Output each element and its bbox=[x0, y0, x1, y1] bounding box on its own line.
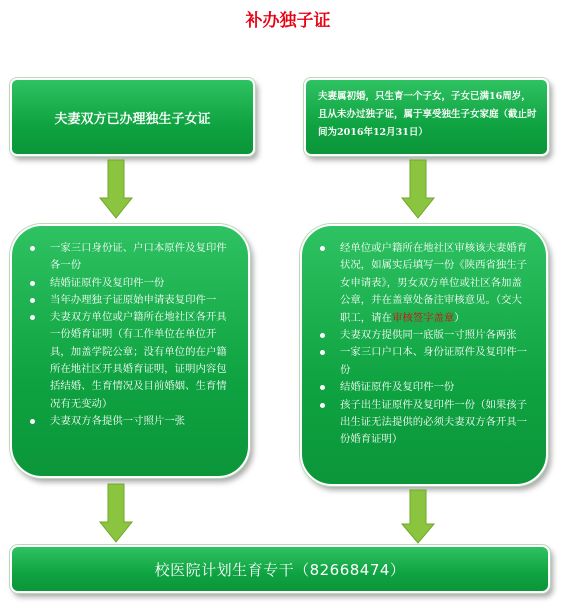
list-item: 当年办理独子证原始申请表复印件一 bbox=[26, 292, 234, 309]
right-condition-box bbox=[304, 78, 549, 156]
right-condition-text: 夫妻属初婚，只生育一个子女，子女已满16周岁，且从未办过独子证，属于享受独生子女家庭（截止时间为2016年12月31日） bbox=[318, 91, 537, 138]
left-materials-list bbox=[26, 240, 234, 430]
contact-box bbox=[10, 545, 550, 593]
contact-text: 校医院计划生育专干（82668474） bbox=[154, 560, 406, 579]
list-item-text-after: ） bbox=[454, 311, 465, 324]
highlight-text: 审核签字盖章 bbox=[391, 311, 455, 324]
list-item: 夫妻双方单位或户籍所在地社区各开具一份婚育证明（有工作单位在单位开具，加盖学院公章；没有单位的在户籍所在地社区开具婚育证明，证明内容包括结婚、生育情况及目前婚姻、生育情况有无变动） bbox=[26, 309, 234, 413]
left-condition-box bbox=[10, 78, 255, 156]
list-item: 夫妻双方提供同一底版一寸照片各两张 bbox=[316, 327, 532, 344]
list-item: 夫妻双方各提供一寸照片一张 bbox=[26, 413, 234, 430]
list-item-text: 经单位或户籍所在地社区审核该夫妻婚育状况，如属实后填写一份《陕西省独生子女申请表》，男女双方单位或社区各加盖公章，并在盖章处备注审核意见。（交大职工，请在 bbox=[340, 242, 528, 324]
down-arrow-left-top bbox=[98, 160, 134, 220]
down-arrow-left-bottom bbox=[98, 484, 134, 544]
list-item: 一家三口身份证、户口本原件及复印件各一份 bbox=[26, 240, 234, 275]
list-item bbox=[316, 240, 532, 327]
list-item: 结婚证原件及复印件一份 bbox=[316, 379, 532, 396]
left-materials-box bbox=[10, 224, 250, 478]
left-condition-text: 夫妻双方已办理独生子女证 bbox=[54, 111, 211, 127]
list-item: 结婚证原件及复印件一份 bbox=[26, 275, 234, 292]
list-item: 孩子出生证原件及复印件一份（如果孩子出生证无法提供的必须夫妻双方各开具一份婚育证明） bbox=[316, 397, 532, 449]
down-arrow-right-top bbox=[400, 160, 436, 220]
right-materials-list bbox=[316, 240, 532, 449]
right-materials-box bbox=[300, 224, 548, 486]
page-title: 补办独子证 bbox=[245, 11, 331, 31]
list-item: 一家三口户口本、身份证原件及复印件一份 bbox=[316, 344, 532, 379]
down-arrow-right-bottom bbox=[400, 490, 436, 544]
